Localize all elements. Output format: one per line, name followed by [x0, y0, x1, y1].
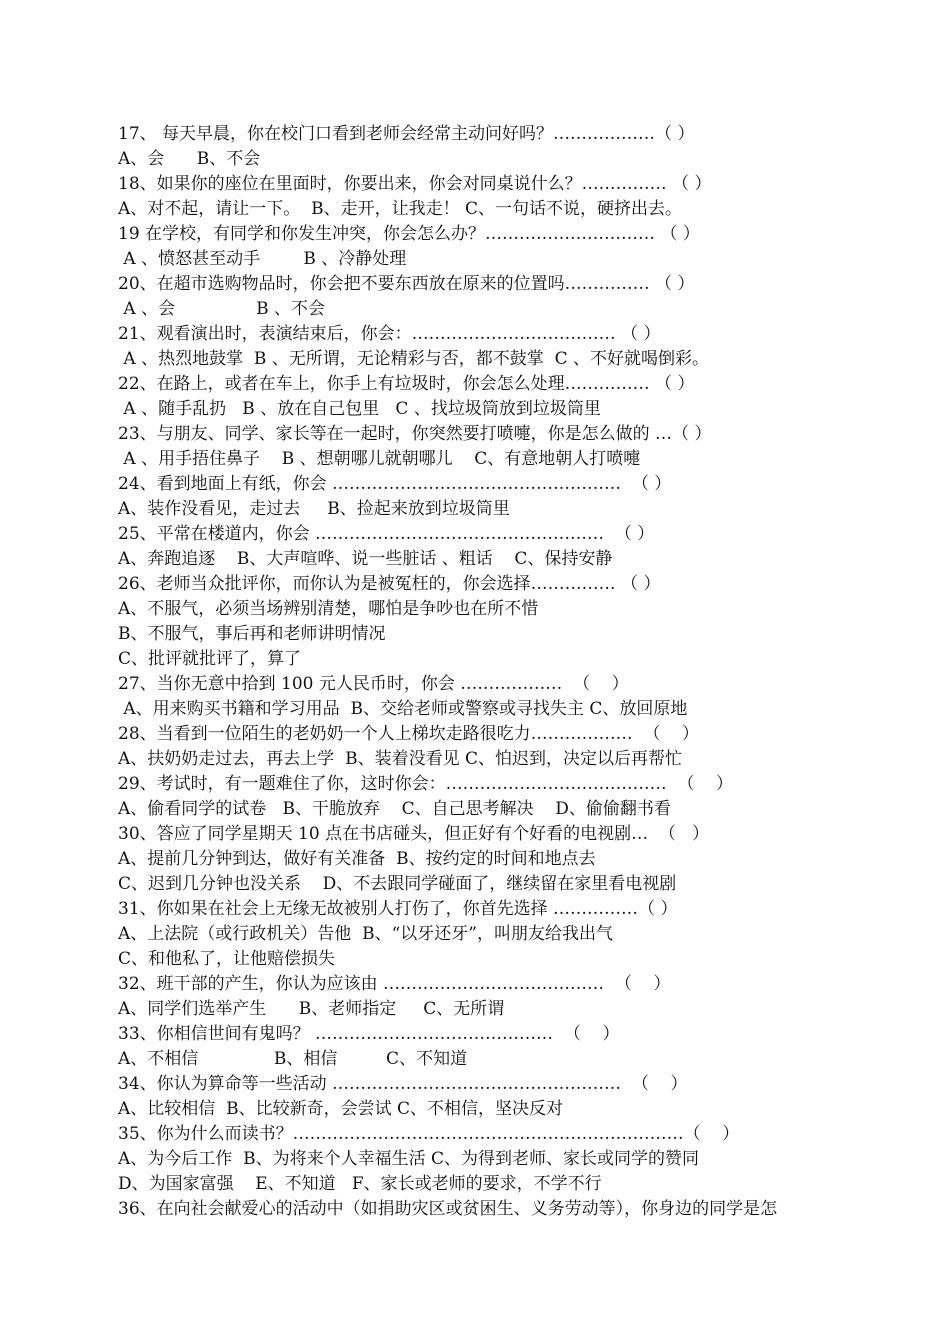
- question-36: 36、在向社会献爱心的活动中（如捐助灾区或贫困生、义务劳动等），你身边的同学是怎: [118, 1199, 778, 1219]
- question-28-options: A、扶奶奶走过去，再去上学 B、装着没看见 C、怕迟到，决定以后再帮忙: [118, 749, 682, 769]
- question-26-option-a: A、不服气，必须当场辨别清楚，哪怕是争吵也在所不惜: [118, 599, 539, 619]
- question-33-options: A、不相信 B、相信 C、不知道: [118, 1049, 468, 1069]
- question-25-options: A、奔跑追逐 B、大声喧哗、说一些脏话 、粗话 C、保持安静: [118, 549, 613, 569]
- question-31: 31、你如果在社会上无缘无故被别人打伤了，你首先选择 ……………（ ）: [118, 899, 678, 919]
- question-20-options: A 、会 B 、不会: [118, 299, 326, 319]
- question-24: 24、看到地面上有纸，你会 …………………………………………… （ ）: [118, 474, 672, 494]
- question-17: 17、 每天早晨，你在校门口看到老师会经常主动问好吗？………………（ ）: [118, 124, 695, 144]
- question-23: 23、与朋友、同学、家长等在一起时，你突然要打喷嚏，你是怎么做的 …（ ）: [118, 424, 712, 444]
- question-18-options: A、对不起，请让一下。 B、走开，让我走！ C、一句话不说，硬挤出去。: [118, 199, 682, 219]
- question-26-option-b: B、不服气，事后再和老师讲明情况: [118, 624, 386, 644]
- question-30: 30、答应了同学星期天 10 点在书店碰头，但正好有个好看的电视剧… （ ）: [118, 824, 710, 844]
- question-29-options: A、偷看同学的试卷 B、干脆放弃 C、自己思考解决 D、偷偷翻书看: [118, 799, 671, 819]
- question-22-options: A 、随手乱扔 B 、放在自己包里 C 、找垃圾筒放到垃圾筒里: [118, 399, 601, 419]
- question-18: 18、如果你的座位在里面时，你要出来，你会对同桌说什么？…………… （ ）: [118, 174, 712, 194]
- question-23-options: A 、用手捂住鼻子 B 、想朝哪儿就朝哪儿 C、有意地朝人打喷嚏: [118, 449, 641, 469]
- question-35-options-def: D、为国家富强 E、不知道 F、家长或老师的要求，不学不行: [118, 1174, 602, 1194]
- question-34: 34、你认为算命等一些活动 …………………………………………… （ ）: [118, 1074, 688, 1094]
- question-19-options: A 、愤怒甚至动手 B 、冷静处理: [118, 249, 407, 269]
- question-24-options: A、装作没看见，走过去 B、捡起来放到垃圾筒里: [118, 499, 510, 519]
- question-34-options: A、比较相信 B、比较新奇，会尝试 C、不相信，坚决反对: [118, 1099, 563, 1119]
- question-35: 35、你为什么而读书？……………………………………………………………（ ）: [118, 1124, 740, 1144]
- question-29: 29、考试时，有一题难住了你，这时你会：………………………………… （ ）: [118, 774, 734, 794]
- question-27: 27、当你无意中拾到 100 元人民币时，你会 ……………… （ ）: [118, 674, 629, 694]
- question-27-options: A、用来购买书籍和学习用品 B、交给老师或警察或寻找失主 C、放回原地: [118, 699, 688, 719]
- question-25: 25、平常在楼道内，你会 …………………………………………… （ ）: [118, 524, 655, 544]
- question-26: 26、老师当众批评你，而你认为是被冤枉的，你会选择…………… （ ）: [118, 574, 661, 594]
- question-31-options-ab: A、上法院（或行政机关）告他 B、“以牙还牙”，叫朋友给我出气: [118, 924, 613, 944]
- question-31-option-c: C、和他私了，让他赔偿损失: [118, 949, 336, 969]
- question-28: 28、当看到一位陌生的老奶奶一个人上梯坎走路很吃力……………… （ ）: [118, 724, 700, 744]
- questionnaire-body: [118, 122, 838, 1222]
- question-19: 19 在学校，有同学和你发生冲突，你会怎么办？………………………… （ ）: [118, 224, 700, 244]
- question-30-options-cd: C、迟到几分钟也没关系 D、不去跟同学碰面了，继续留在家里看电视剧: [118, 874, 677, 894]
- question-22: 22、在路上，或者在车上，你手上有垃圾时，你会怎么处理…………… （ ）: [118, 374, 695, 394]
- question-35-options-abc: A、为今后工作 B、为将来个人幸福生活 C、为得到老师、家长或同学的赞同: [118, 1149, 699, 1169]
- question-21-options: A 、热烈地鼓掌 B 、无所谓，无论精彩与否，都不鼓掌 C 、不好就喝倒彩。: [118, 349, 710, 369]
- question-21: 21、观看演出时，表演结束后，你会：……………………………… （ ）: [118, 324, 661, 344]
- question-30-options-ab: A、提前几分钟到达，做好有关准备 B、按约定的时间和地点去: [118, 849, 596, 869]
- question-32: 32、班干部的产生，你认为应该由 ………………………………… （ ）: [118, 974, 671, 994]
- question-26-option-c: C、批评就批评了，算了: [118, 649, 302, 669]
- question-33: 33、你相信世间有鬼吗？ …………………………………… （ ）: [118, 1024, 620, 1044]
- question-32-options: A、同学们选举产生 B、老师指定 C、无所谓: [118, 999, 505, 1019]
- question-17-options: A、会 B、不会: [118, 149, 261, 169]
- question-20: 20、在超市选购物品时，你会把不要东西放在原来的位置吗…………… （ ）: [118, 274, 695, 294]
